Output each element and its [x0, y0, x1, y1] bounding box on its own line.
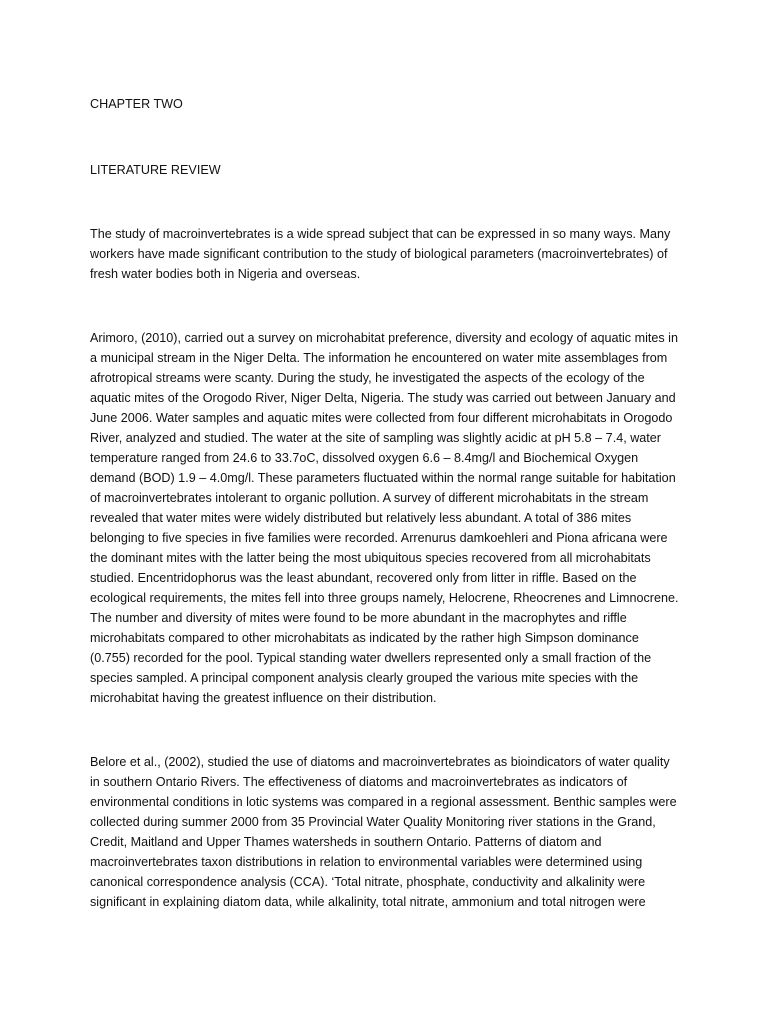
document-body: [90, 94, 680, 956]
paragraph-belore: Belore et al., (2002), studied the use of diatoms and macroinvertebrates as bioindicators of water quality in southern Ontario Rivers. The effectiveness of diatoms and macroinvertebrates as indicators of environmental conditions in lotic systems was compared in a regional assessment. Benthic samples were collected during summer 2000 from 35 Provincial Water Quality Monitoring river stations in the Grand, Credit, Maitland and Upper Thames watersheds in southern Ontario. Patterns of diatom and macroinvertebrates taxon distributions in relation to environmental variables were determined using canonical correspondence analysis (CCA). ‘Total nitrate, phosphate, conductivity and alkalinity were significant in explaining diatom data, while alkalinity, total nitrate, ammonium and total nitrogen were: [90, 755, 677, 909]
chapter-heading: CHAPTER TWO: [90, 97, 183, 111]
paragraph-intro: The study of macroinvertebrates is a wide spread subject that can be expressed in so many ways. Many workers have made significant contribution to the study of biological parameters (macroinvertebrates) of fresh water bodies both in Nigeria and overseas.: [90, 227, 671, 281]
paragraph-arimoro: Arimoro, (2010), carried out a survey on microhabitat preference, diversity and ecology of aquatic mites in a municipal stream in the Niger Delta. The information he encountered on water mite assemblages from afrotropical streams were scanty. During the study, he investigated the aspects of the ecology of the aquatic mites of the Orogodo River, Niger Delta, Nigeria. The study was carried out between January and June 2006. Water samples and aquatic mites were collected from four different microhabitats in Orogodo River, analyzed and studied. The water at the site of sampling was slightly acidic at pH 5.8 – 7.4, water temperature ranged from 24.6 to 33.7oC, dissolved oxygen 6.6 – 8.4mg/l and Biochemical Oxygen demand (BOD) 1.9 – 4.0mg/l. These parameters fluctuated within the normal range suitable for habitation of macroinvertebrates intolerant to organic pollution. A survey of different microhabitats in the stream revealed that water mites were widely distributed but relatively less abundant. A total of 386 mites belonging to five species in five families were recorded. Arrenurus damkoehleri and Piona africana were the dominant mites with the latter being the most ubiquitous species recovered from all microhabitats studied. Encentridophorus was the least abundant, recovered only from litter in riffle. Based on the ecological requirements, the mites fell into three groups namely, Helocrene, Rheocrenes and Limnocrene. The number and diversity of mites were found to be more abundant in the macrophytes and riffle microhabitats compared to other microhabitats as indicated by the rather high Simpson dominance (0.755) recorded for the pool. Typical standing water dwellers represented only a small fraction of the species sampled. A principal component analysis clearly grouped the various mite species with the microhabitat having the greatest influence on their distribution.: [90, 331, 679, 705]
section-heading: LITERATURE REVIEW: [90, 163, 221, 177]
